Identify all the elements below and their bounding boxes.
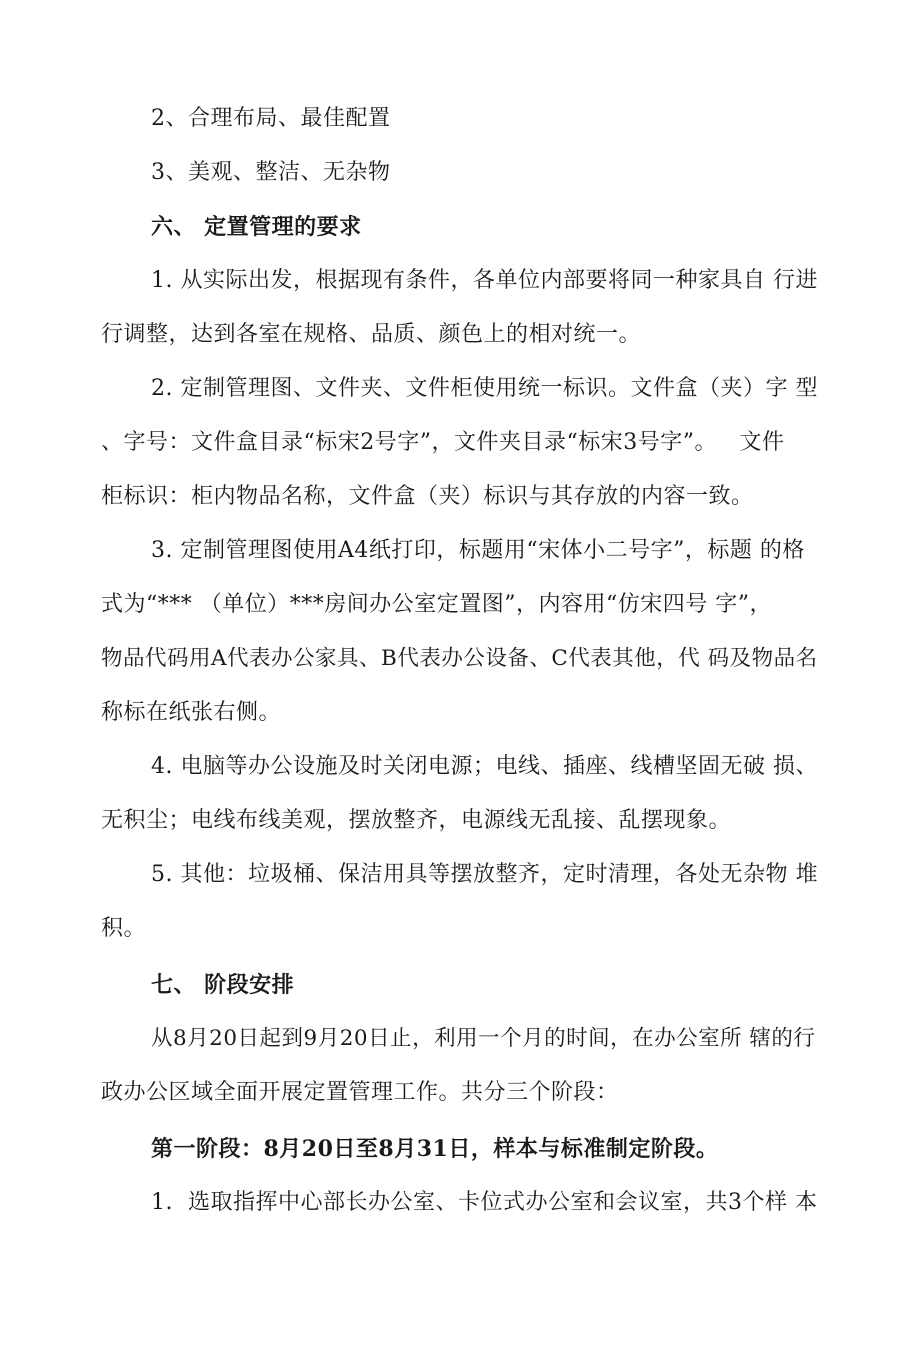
paragraph-line: 政办公区域全面开展定置管理工作。共分三个阶段： [101, 1080, 619, 1105]
paragraph-line: 称标在纸张右侧。 [101, 700, 282, 725]
stage-heading: 第一阶段：8月20日至8月31日，样本与标准制定阶段。 [151, 1136, 719, 1162]
paragraph-line: 积。 [101, 916, 147, 941]
paragraph-line: 1. 选取指挥中心部长办公室、卡位式办公室和会议室，共3个样 本 [151, 1190, 818, 1215]
section-heading-6: 六、 定置管理的要求 [151, 214, 362, 240]
paragraph-line: 柜标识：柜内物品名称，文件盒（夹）标识与其存放的内容一致。 [101, 484, 754, 509]
paragraph-line: 、字号：文件盒目录“标宋2号字”，文件夹目录“标宋3号字”。 文件 [101, 430, 785, 455]
paragraph-line: 行调整，达到各室在规格、品质、颜色上的相对统一。 [101, 322, 642, 347]
paragraph-line: 4. 电脑等办公设施及时关闭电源；电线、插座、线槽坚固无破 损、 [151, 754, 818, 779]
paragraph-line: 从8月20日起到9月20日止，利用一个月的时间，在办公室所 辖的行 [151, 1026, 816, 1051]
paragraph-line: 物品代码用A代表办公家具、B代表办公设备、C代表其他，代 码及物品名 [101, 646, 818, 671]
paragraph-line: 1. 从实际出发，根据现有条件，各单位内部要将同一种家具自 行进 [151, 268, 818, 293]
paragraph-line: 3. 定制管理图使用A4纸打印，标题用“宋体小二号字”，标题 的格 [151, 538, 805, 563]
paragraph-line: 2. 定制管理图、文件夹、文件柜使用统一标识。文件盒（夹）字 型 [151, 376, 818, 401]
section-heading-7: 七、 阶段安排 [151, 972, 295, 998]
list-item-2: 2、合理布局、最佳配置 [151, 106, 391, 131]
paragraph-line: 式为“*** （单位）***房间办公室定置图”，内容用“仿宋四号 字”， [101, 592, 772, 617]
paragraph-line: 无积尘；电线布线美观，摆放整齐，电源线无乱接、乱摆现象。 [101, 808, 732, 833]
list-item-3: 3、美观、整洁、无杂物 [151, 160, 391, 185]
paragraph-line: 5. 其他：垃圾桶、保洁用具等摆放整齐，定时清理，各处无杂物 堆 [151, 862, 818, 887]
